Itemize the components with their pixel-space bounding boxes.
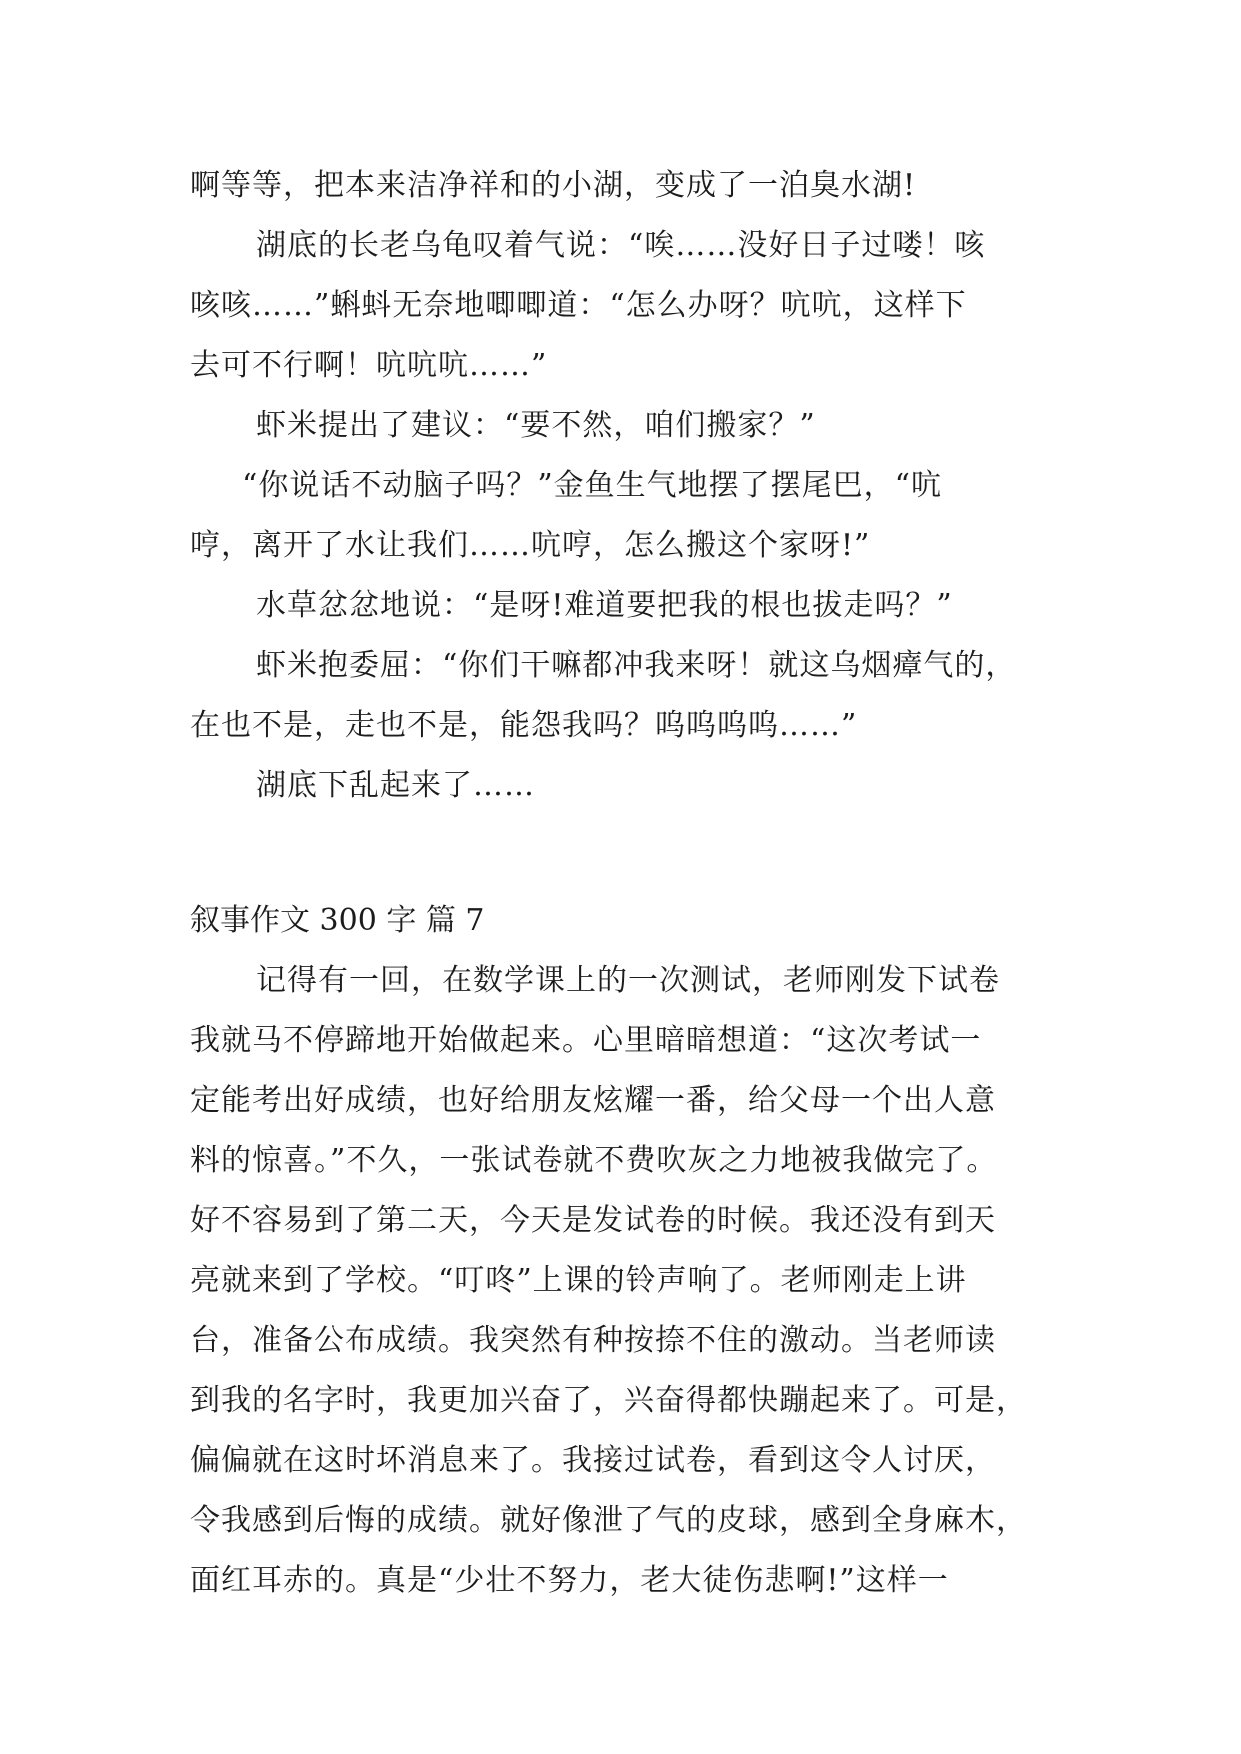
text-line: 到我的名字时，我更加兴奋了，兴奋得都快蹦起来了。可是， bbox=[190, 1383, 1027, 1418]
text-line: 水草忿忿地说：“是呀!难道要把我的根也拔走吗？” bbox=[256, 588, 953, 623]
text-line: 面红耳赤的。真是“少壮不努力，老大徒伤悲啊!”这样一 bbox=[190, 1563, 949, 1598]
text-line: 虾米抱委屈：“你们干嘛都冲我来呀！就这乌烟瘴气的， bbox=[256, 648, 1017, 683]
text-line: 哼，离开了水让我们……吭哼，怎么搬这个家呀!” bbox=[190, 528, 871, 563]
paragraph bbox=[190, 576, 1070, 636]
text-line: 去可不行啊！吭吭吭……” bbox=[190, 348, 548, 383]
text-line: 偏偏就在这时坏消息来了。我接过试卷，看到这令人讨厌， bbox=[190, 1443, 996, 1478]
text-line: 湖底下乱起来了…… bbox=[256, 768, 535, 803]
paragraph bbox=[190, 951, 1070, 1611]
text-line: 湖底的长老乌龟叹着气说：“唉……没好日子过喽！咳 bbox=[256, 228, 986, 263]
text-line: 定能考出好成绩，也好给朋友炫耀一番，给父母一个出人意 bbox=[190, 1083, 996, 1118]
text-line: 台，准备公布成绩。我突然有种按捺不住的激动。当老师读 bbox=[190, 1323, 996, 1358]
paragraph bbox=[190, 756, 1070, 816]
text-line: 我就马不停蹄地开始做起来。心里暗暗想道：“这次考试一 bbox=[190, 1023, 982, 1058]
section-heading: 叙事作文 300 字 篇 7 bbox=[190, 903, 485, 938]
paragraph bbox=[190, 216, 1070, 396]
section-gap bbox=[190, 816, 1070, 891]
paragraph bbox=[190, 456, 1070, 576]
text-line: 料的惊喜。”不久，一张试卷就不费吹灰之力地被我做完了。 bbox=[190, 1143, 998, 1178]
text-line: 在也不是，走也不是，能怨我吗？呜呜呜呜……” bbox=[190, 708, 858, 743]
text-line: 记得有一回，在数学课上的一次测试，老师刚发下试卷 bbox=[256, 963, 1000, 998]
paragraph bbox=[190, 156, 1070, 216]
document-body bbox=[190, 156, 1070, 1611]
text-line: 令我感到后悔的成绩。就好像泄了气的皮球，感到全身麻木， bbox=[190, 1503, 1027, 1538]
paragraph bbox=[190, 636, 1070, 756]
paragraph bbox=[190, 396, 1070, 456]
text-line: 好不容易到了第二天，今天是发试卷的时候。我还没有到天 bbox=[190, 1203, 996, 1238]
text-line: 咳咳……”蝌蚪无奈地唧唧道：“怎么办呀？吭吭，这样下 bbox=[190, 288, 967, 323]
text-line: 虾米提出了建议：“要不然，咱们搬家？” bbox=[256, 408, 816, 443]
text-line: 啊等等，把本来洁净祥和的小湖，变成了一泊臭水湖! bbox=[190, 168, 917, 203]
text-line: “你说话不动脑子吗？”金鱼生气地摆了摆尾巴，“吭 bbox=[242, 468, 943, 503]
text-line: 亮就来到了学校。“叮咚”上课的铃声响了。老师刚走上讲 bbox=[190, 1263, 967, 1298]
